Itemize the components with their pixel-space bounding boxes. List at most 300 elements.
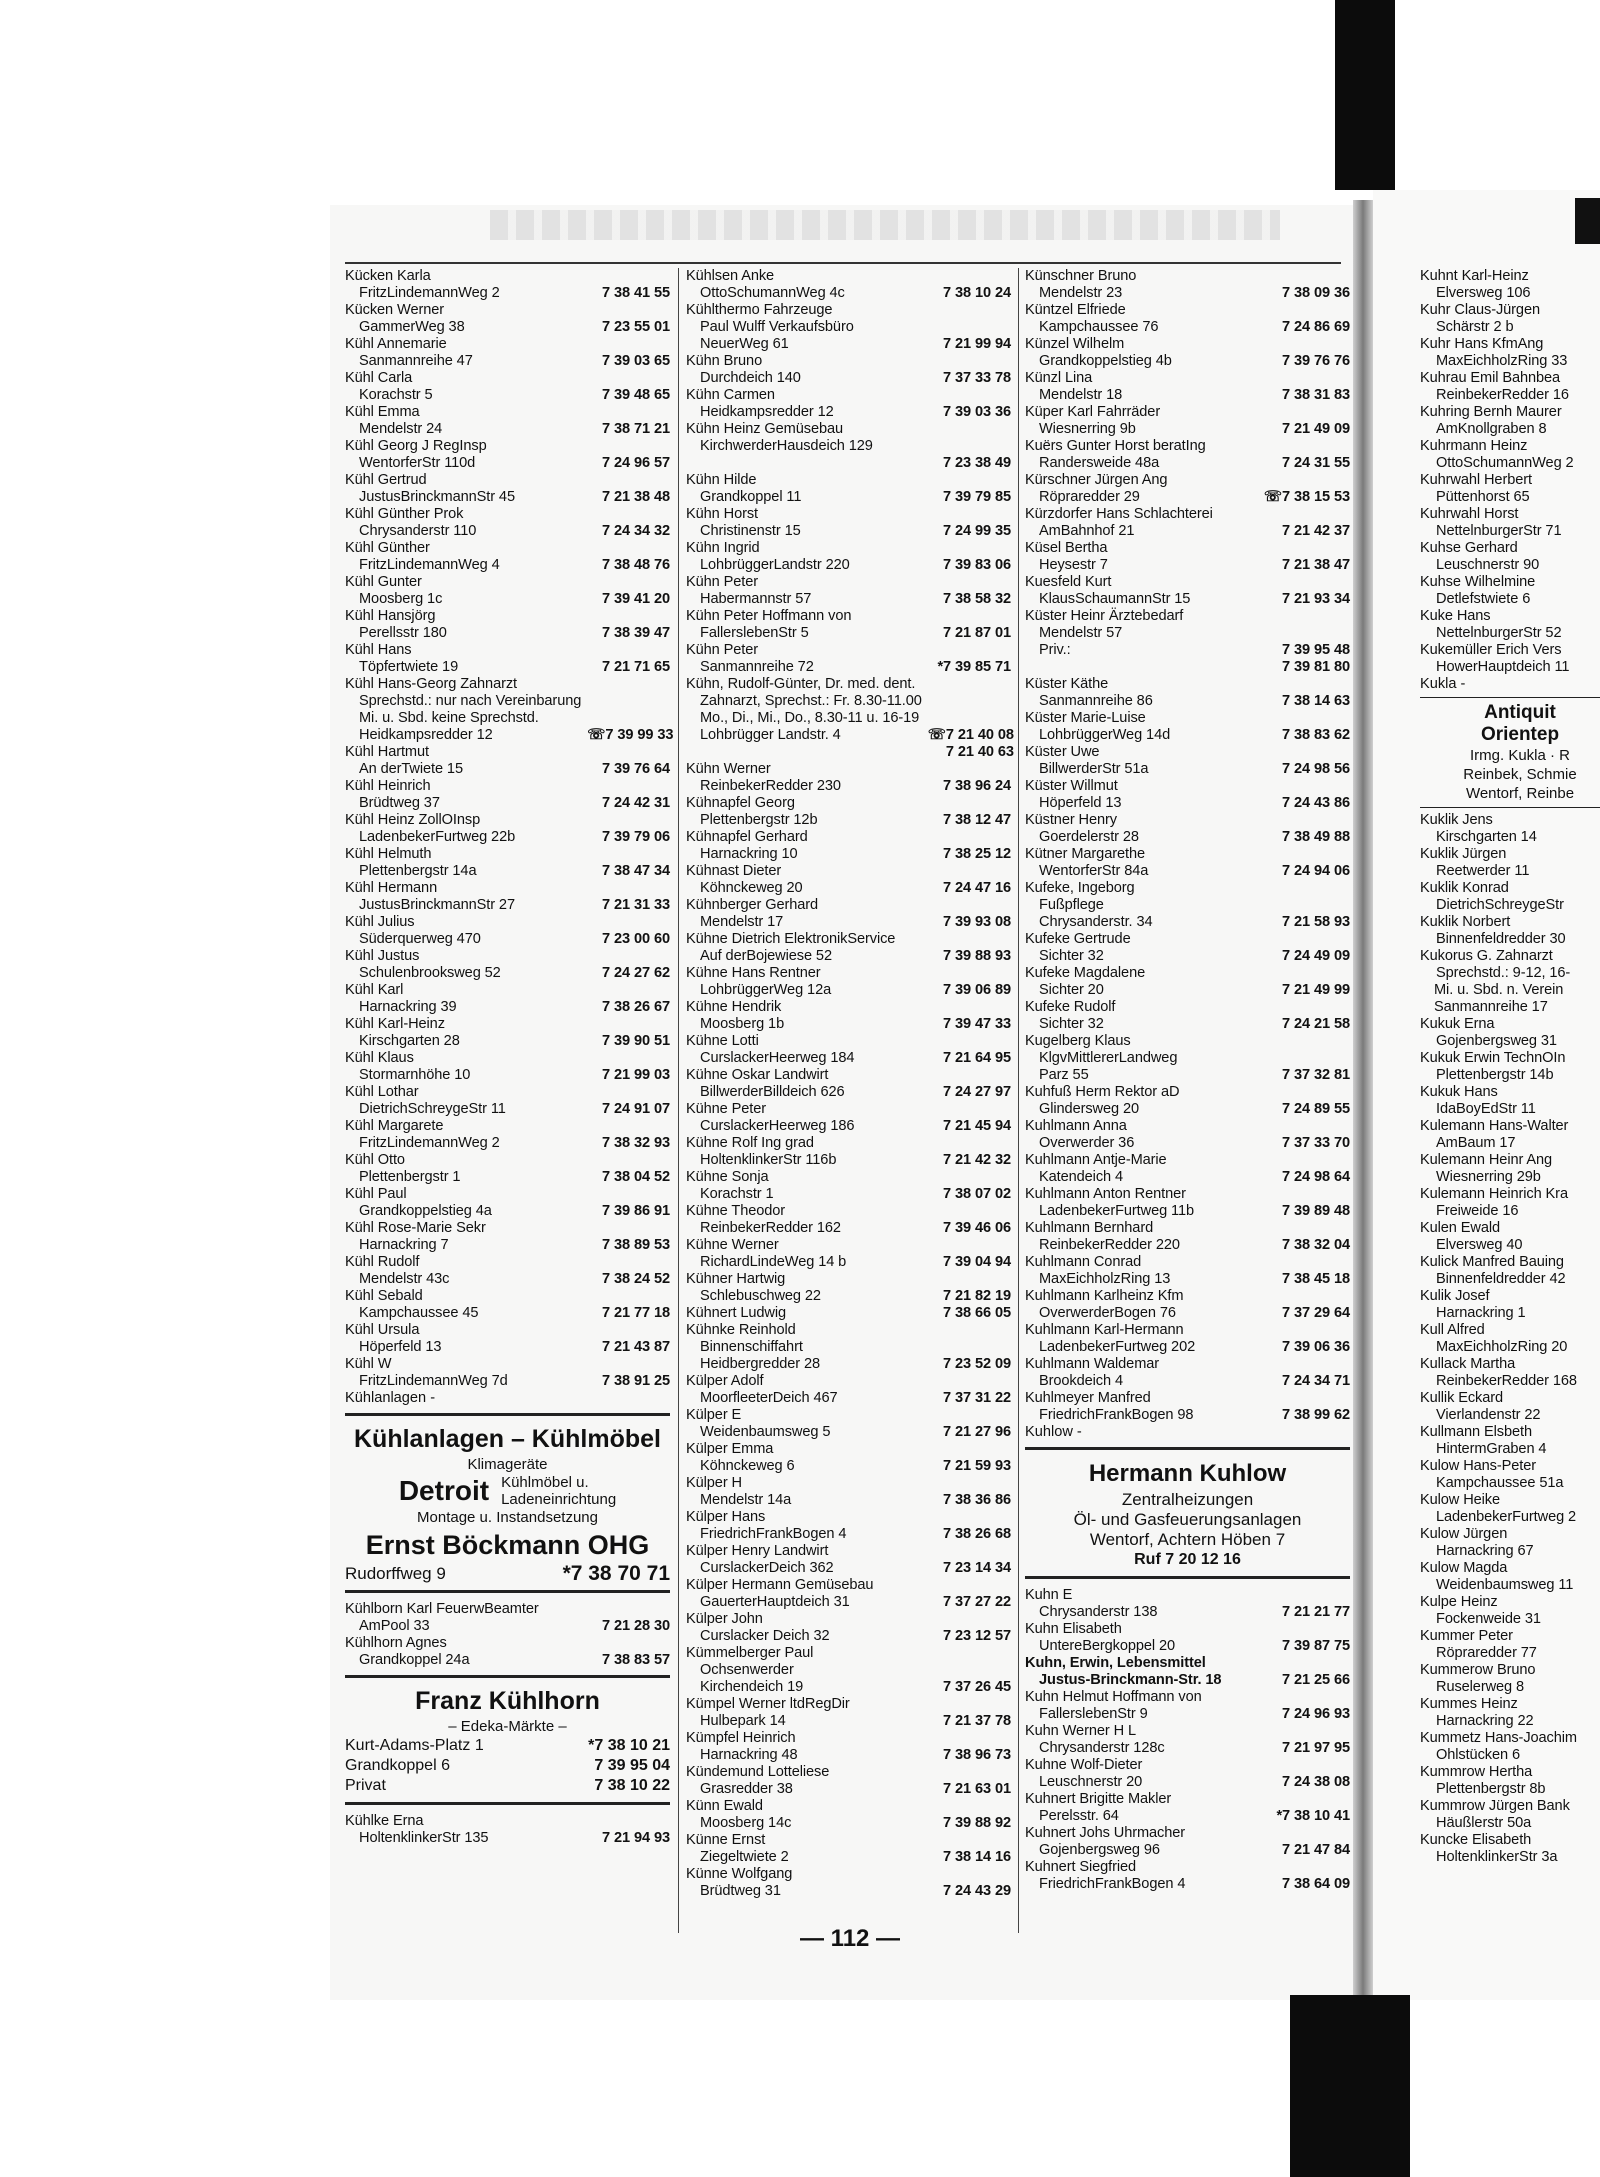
- listing-entry: [345, 1356, 670, 1390]
- listing-name: Kühnke Reinhold: [686, 1322, 796, 1338]
- directory-column-3: [1025, 268, 1350, 1893]
- advert-title: Kühlanlagen – Kühlmöbel: [354, 1425, 661, 1453]
- listing-detail: Sanmannreihe 17: [1434, 999, 1548, 1015]
- listing-name: Kukuk Erna: [1420, 1016, 1495, 1032]
- listing-address: LohbrüggerWeg 12a: [700, 982, 832, 998]
- listing-name: Kühne Dietrich ElektronikService: [686, 931, 896, 947]
- listing-entry: [686, 1611, 1011, 1645]
- listing-name: Kühl Ursula: [345, 1322, 420, 1338]
- listing-entry: [345, 1813, 670, 1847]
- advert-company: Ernst Böckmann OHG: [365, 1530, 650, 1560]
- listing-phone: 7 24 34 32: [602, 523, 670, 539]
- listing-name: Kuhlmann Karl-Hermann: [1025, 1322, 1184, 1338]
- listing-address: Harnackring 1: [1436, 1305, 1526, 1321]
- listing-address: ReinbekerRedder 230: [700, 778, 841, 794]
- listing-name: Kummrow Hertha: [1420, 1764, 1533, 1780]
- listing-entry: [1420, 1322, 1600, 1356]
- listing-name: Kuhlmann Antje-Marie: [1025, 1152, 1167, 1168]
- listing-address: Mendelstr 23: [1039, 285, 1123, 301]
- listing-address: Häußlerstr 50a: [1436, 1815, 1532, 1831]
- listing-address: Paul Wulff Verkaufsbüro: [700, 319, 854, 335]
- listing-address: MaxEichholzRing 13: [1039, 1271, 1171, 1287]
- listing-name: Kühl Annemarie: [345, 336, 447, 352]
- listing-name: Kühl Julius: [345, 914, 415, 930]
- listing-name: Küster Uwe: [1025, 744, 1100, 760]
- listing-address: KirchwerderHausdeich 129: [700, 438, 873, 454]
- listing-entry: [686, 472, 1011, 506]
- listing-address: Plettenbergstr 14a: [359, 863, 477, 879]
- listing-entry: [686, 302, 1011, 353]
- page-number: — 112 —: [800, 1925, 901, 1952]
- listing-address: Sanmannreihe 86: [1039, 693, 1153, 709]
- listing-detail: Mi. u. Sbd. n. Verein: [1434, 982, 1564, 998]
- listing-detail: Heidkampsredder 12: [359, 727, 493, 743]
- advert-line: Wentorf, Reinbe: [1465, 785, 1575, 802]
- listing-entry: [1025, 1621, 1350, 1655]
- listing-address: Höperfeld 13: [359, 1339, 442, 1355]
- listing-entry: [345, 744, 670, 778]
- listing-phone: 7 21 97 95: [1282, 1740, 1350, 1756]
- listing-phone: 7 38 66 05: [943, 1305, 1011, 1321]
- advert-brand: Detroit: [398, 1475, 490, 1506]
- listing-name: Külper Hermann Gemüsebau: [686, 1577, 874, 1593]
- listing-address: Binnenschiffahrt: [700, 1339, 803, 1355]
- listing-entry: [686, 1305, 1011, 1322]
- listing-name: Kuhlmann Anna: [1025, 1118, 1127, 1134]
- listing-name: Kühn Heinz Gemüsebau: [686, 421, 844, 437]
- advert-phone: *7 38 10 21: [588, 1737, 670, 1754]
- listing-name: Kühne Sonja: [686, 1169, 769, 1185]
- listing-entry: [1420, 574, 1600, 608]
- listing-address: Overwerder 36: [1039, 1135, 1135, 1151]
- listing-entry: [1025, 846, 1350, 880]
- listing-address: Mendelstr 17: [700, 914, 784, 930]
- listing-detail: NeuerWeg 61: [700, 336, 789, 352]
- listing-name: Kulemann Hans-Walter: [1420, 1118, 1569, 1134]
- listing-address: Korachstr 5: [359, 387, 433, 403]
- listing-name: Kühn Peter Hoffmann von: [686, 608, 852, 624]
- listing-phone: 7 23 55 01: [602, 319, 670, 335]
- listing-name: Kummes Heinz: [1420, 1696, 1518, 1712]
- listing-entry: [345, 336, 670, 370]
- listing-address: WentorferStr 84a: [1039, 863, 1149, 879]
- listing-address: JustusBrinckmannStr 45: [359, 489, 515, 505]
- listing-entry: [345, 268, 670, 302]
- listing-name: Kühn Carmen: [686, 387, 775, 403]
- ad-rule: [1420, 697, 1600, 698]
- advert-contact-line: [345, 1736, 670, 1756]
- listing-address: MoorfleeterDeich 467: [700, 1390, 838, 1406]
- listing-phone: 7 21 87 01: [943, 625, 1011, 641]
- listing-name: Kullmann Elsbeth: [1420, 1424, 1532, 1440]
- right-page-column: [1420, 268, 1600, 1866]
- listing-address: Süderquerweg 470: [359, 931, 481, 947]
- listing-entry: [1420, 1492, 1600, 1526]
- ad-rule: [345, 1675, 670, 1678]
- listing-entry: [686, 506, 1011, 540]
- listing-phone: 7 38 48 76: [602, 557, 670, 573]
- listing-phone: 7 24 91 07: [602, 1101, 670, 1117]
- listing-address: LohbrüggerWeg 14d: [1039, 727, 1171, 743]
- listing-phone: 7 24 99 35: [943, 523, 1011, 539]
- listing-address: Plettenbergstr 8b: [1436, 1781, 1546, 1797]
- listing-phone: 7 21 31 33: [602, 897, 670, 913]
- listing-address: HowerHauptdeich 11: [1436, 659, 1570, 675]
- listing-phone: *7 39 85 71: [937, 659, 1011, 675]
- listing-phone: 7 38 96 73: [943, 1747, 1011, 1763]
- listing-entry: [1025, 744, 1350, 778]
- listing-phone: 7 38 12 47: [943, 812, 1011, 828]
- section-trailer: Kukla -: [1420, 676, 1466, 692]
- listing-name: Kühnberger Gerhard: [686, 897, 819, 913]
- listing-phone: 7 38 24 52: [602, 1271, 670, 1287]
- advert-subtitle: Klimageräte: [467, 1456, 548, 1473]
- listing-entry: [1025, 1152, 1350, 1186]
- directory-column-2: [686, 268, 1014, 1900]
- listing-name: Kühlhorn Agnes: [345, 1635, 447, 1651]
- listing-name: Kuërs Gunter Horst beratIng: [1025, 438, 1206, 454]
- listing-entry: [345, 1152, 670, 1186]
- listing-address: FallerslebenStr 5: [700, 625, 809, 641]
- listing-phone: 7 24 49 09: [1282, 948, 1350, 964]
- listing-entry: [686, 795, 1011, 829]
- listing-phone: 7 39 04 94: [943, 1254, 1011, 1270]
- listing-address: DietrichSchreygeStr 11: [359, 1101, 506, 1117]
- listing-address: Heidkampsredder 12: [700, 404, 834, 420]
- listing-detail: Parz 55: [1039, 1067, 1089, 1083]
- listing-entry: [1420, 472, 1600, 506]
- advert-contact-line: [345, 1563, 670, 1584]
- advert-brand-desc-line: Ladeneinrichtung: [501, 1491, 617, 1508]
- advert-service-line: Montage u. Instandsetzung: [417, 1509, 598, 1526]
- listing-phone: 7 39 76 76: [1282, 353, 1350, 369]
- listing-name: Kühn Bruno: [686, 353, 763, 369]
- listing-name: Kummrow Jürgen Bank: [1420, 1798, 1570, 1814]
- listing-entry: [1420, 812, 1600, 846]
- listing-phone: 7 39 89 48: [1282, 1203, 1350, 1219]
- listing-name: Kühl Gertrud: [345, 472, 427, 488]
- listing-name: Kuhn Elisabeth: [1025, 1621, 1122, 1637]
- listing-phone: 7 38 45 18: [1282, 1271, 1350, 1287]
- listing-entry: [1025, 710, 1350, 744]
- advert-brand-row: [345, 1474, 670, 1508]
- advert-phone: Ruf 7 20 12 16: [1134, 1551, 1241, 1568]
- book-gutter: [1353, 200, 1373, 2000]
- listing-entry: [345, 1118, 670, 1152]
- listing-entry: [686, 965, 1011, 999]
- ad-rule: [1025, 1447, 1350, 1450]
- listing-name: Kühn Ingrid: [686, 540, 760, 556]
- listing-entry: [1025, 1186, 1350, 1220]
- listing-entry: [686, 1169, 1011, 1203]
- ad-rule: [1025, 1576, 1350, 1579]
- listing-address: KlausSchaumannStr 15: [1039, 591, 1191, 607]
- listing-phone-2: 7 39 81 80: [1282, 659, 1350, 675]
- listing-entry: [1025, 472, 1350, 506]
- listing-phone: 7 39 95 48: [1282, 642, 1350, 658]
- listing-address: MaxEichholzRing 33: [1436, 353, 1568, 369]
- listing-name: Kücken Karla: [345, 268, 431, 284]
- listing-entry: [1420, 1560, 1600, 1594]
- listing-entry: [1420, 1288, 1600, 1322]
- listing-entry: [1025, 812, 1350, 846]
- listing-address: HoltenklinkerStr 3a: [1436, 1849, 1558, 1865]
- listing-entry: [1420, 1764, 1600, 1798]
- listing-phone: 7 38 25 12: [943, 846, 1011, 862]
- listing-address: LadenbekerFurtweg 202: [1039, 1339, 1196, 1355]
- listing-address: Schärstr 2 b: [1436, 319, 1514, 335]
- listing-address: OttoSchumannWeg 2: [1436, 455, 1574, 471]
- advert-line: Öl- und Gasfeuerungsanlagen: [1073, 1510, 1302, 1529]
- listing-entry: [1420, 914, 1600, 948]
- listing-address: Elversweg 40: [1436, 1237, 1523, 1253]
- listing-name: Künzel Wilhelm: [1025, 336, 1125, 352]
- listing-address: Leuschnerstr 90: [1436, 557, 1540, 573]
- listing-name: Kühl Helmuth: [345, 846, 432, 862]
- listing-address: Moosberg 1c: [359, 591, 443, 607]
- listing-address: LohbrüggerLandstr 220: [700, 557, 850, 573]
- listing-phone: *7 38 10 41: [1276, 1808, 1350, 1824]
- listing-address: Grandkoppel 11: [700, 489, 802, 505]
- listing-detail: [686, 455, 937, 472]
- listing-name: Kulow Magda: [1420, 1560, 1508, 1576]
- listing-entry: [1025, 506, 1350, 540]
- listing-name: Kuhring Bernh Maurer: [1420, 404, 1562, 420]
- listing-entry: [686, 897, 1011, 931]
- listing-entry: [345, 1016, 670, 1050]
- listing-entry: [345, 880, 670, 914]
- listing-name: Kühnert Ludwig: [686, 1305, 787, 1321]
- listing-entry: [1420, 1798, 1600, 1832]
- listing-name: Künn Ewald: [686, 1798, 763, 1814]
- listing-name: Kuhr Hans KfmAng: [1420, 336, 1544, 352]
- listing-name: Kuhnert Brigitte Makler: [1025, 1791, 1172, 1807]
- listing-entry: [1025, 778, 1350, 812]
- listing-name: Kuhrmann Heinz: [1420, 438, 1528, 454]
- listing-entry: [1025, 1322, 1350, 1356]
- listing-name: Kulow Heike: [1420, 1492, 1501, 1508]
- listing-phone: 7 21 93 34: [1282, 591, 1350, 607]
- listing-phone: ☏7 38 15 53: [1263, 489, 1350, 505]
- listing-address: Chrysanderstr 138: [1039, 1604, 1158, 1620]
- listing-name: Küper Karl Fahrräder: [1025, 404, 1161, 420]
- listing-address: Brüdtweg 31: [700, 1883, 781, 1899]
- listing-entry: [1025, 931, 1350, 965]
- listing-phone: 7 23 12 57: [943, 1628, 1011, 1644]
- listing-phone: 7 39 88 92: [943, 1815, 1011, 1831]
- listing-entry: [345, 778, 670, 812]
- listing-name: Kuhlmann Waldemar: [1025, 1356, 1160, 1372]
- listing-phone: 7 37 33 70: [1282, 1135, 1350, 1151]
- listing-phone: 7 39 06 89: [943, 982, 1011, 998]
- listing-name: Kuhn Werner H L: [1025, 1723, 1136, 1739]
- listing-address: AmPool 33: [359, 1618, 430, 1634]
- advert-contact-line: [345, 1756, 670, 1776]
- listing-entry: [1025, 1791, 1350, 1825]
- listing-address: Sprechstd.: nur nach Vereinbarung: [359, 693, 582, 709]
- advert-subtitle: – Edeka-Märkte –: [448, 1718, 567, 1735]
- advert-phone: 7 39 95 04: [594, 1757, 670, 1774]
- listing-address: Perellsstr 180: [359, 625, 447, 641]
- listing-phone: 7 24 96 57: [602, 455, 670, 471]
- listing-entry: [686, 608, 1011, 642]
- listing-phone: 7 38 32 93: [602, 1135, 670, 1151]
- listing-address: Grasredder 38: [700, 1781, 793, 1797]
- listing-phone: 7 39 83 06: [943, 557, 1011, 573]
- listing-phone: 7 23 00 60: [602, 931, 670, 947]
- listing-entry: [1420, 540, 1600, 574]
- listing-name: Küster Heinr Ärztebedarf: [1025, 608, 1184, 624]
- listing-name: Kühl Klaus: [345, 1050, 414, 1066]
- listing-phone: 7 21 82 19: [943, 1288, 1011, 1304]
- listing-address: Ohlstücken 6: [1436, 1747, 1520, 1763]
- listing-address: OttoSchumannWeg 4c: [700, 285, 845, 301]
- listing-entry: [1420, 608, 1600, 642]
- listing-phone: 7 38 04 52: [602, 1169, 670, 1185]
- listing-entry: [345, 948, 670, 982]
- listing-phone: 7 39 79 06: [602, 829, 670, 845]
- listing-entry: [1025, 336, 1350, 370]
- listing-address: Röpraredder 29: [1039, 489, 1140, 505]
- ad-rule: [345, 1413, 670, 1416]
- listing-name: Kuhse Gerhard: [1420, 540, 1518, 556]
- listing-name: Künzl Lina: [1025, 370, 1093, 386]
- listing-address: Sichter 20: [1039, 982, 1104, 998]
- listing-address: Mendelstr 43c: [359, 1271, 450, 1287]
- directory-column-1: [345, 268, 674, 1847]
- listing-entry: [345, 438, 670, 472]
- listing-address: Korachstr 1: [700, 1186, 774, 1202]
- advert-line: Zentralheizungen: [1121, 1490, 1254, 1509]
- listing-address: AmBahnhof 21: [1039, 523, 1135, 539]
- listing-phone: 7 21 38 47: [1282, 557, 1350, 573]
- listing-entry: [1420, 1356, 1600, 1390]
- listing-phone: 7 38 64 09: [1282, 1876, 1350, 1892]
- listing-address: Glindersweg 20: [1039, 1101, 1140, 1117]
- advert-line: Irmg. Kukla · R: [1469, 747, 1571, 764]
- listing-phone: 7 24 89 55: [1282, 1101, 1350, 1117]
- listing-name: Kümmelberger Paul: [686, 1645, 814, 1661]
- listing-entry: [1025, 1033, 1350, 1084]
- listing-address: Plettenbergstr 14b: [1436, 1067, 1554, 1083]
- listing-phone: 7 39 87 75: [1282, 1638, 1350, 1654]
- listing-name: Kürschner Jürgen Ang: [1025, 472, 1168, 488]
- listing-name: Kühl Gunter: [345, 574, 422, 590]
- column-divider: [1018, 268, 1019, 1933]
- listing-name: Kummerow Bruno: [1420, 1662, 1536, 1678]
- listing-phone: 7 38 91 25: [602, 1373, 670, 1389]
- listing-entry: [1025, 965, 1350, 999]
- listing-address: Töpfertwiete 19: [359, 659, 459, 675]
- listing-name: Kullack Martha: [1420, 1356, 1516, 1372]
- listing-entry: [686, 1577, 1011, 1611]
- listing-name: Kufeke Gertrude: [1025, 931, 1131, 947]
- listing-name: Kuhnt Karl-Heinz: [1420, 268, 1529, 284]
- header-rule: [345, 262, 1341, 264]
- advert-phone: 7 38 10 22: [594, 1777, 670, 1794]
- listing-address: WentorferStr 110d: [359, 455, 476, 471]
- listing-name: Kühne Werner: [686, 1237, 779, 1253]
- listing-name: Kuhrau Emil Bahnbea: [1420, 370, 1561, 386]
- listing-phone: 7 39 93 08: [943, 914, 1011, 930]
- listing-entry: [686, 1798, 1011, 1832]
- listing-phone: 7 21 63 01: [943, 1781, 1011, 1797]
- listing-entry: [686, 1645, 1011, 1696]
- listing-phone: 7 21 94 93: [602, 1830, 670, 1846]
- listing-name: Kuncke Elisabeth: [1420, 1832, 1532, 1848]
- listing-address: FriedrichFrankBogen 4: [700, 1526, 847, 1542]
- listing-phone: 7 38 83 57: [602, 1652, 670, 1668]
- listing-name: Kühl Paul: [345, 1186, 407, 1202]
- right-page-header-letter: [1575, 198, 1600, 244]
- listing-entry: [686, 421, 1011, 472]
- listing-phone: 7 21 77 18: [602, 1305, 670, 1321]
- advert-title: Orientep: [1480, 724, 1560, 745]
- listing-phone: 7 21 43 87: [602, 1339, 670, 1355]
- listing-entry: [686, 1441, 1011, 1475]
- listing-address: Grandkoppel 24a: [359, 1652, 470, 1668]
- listing-name: Kuhrwahl Horst: [1420, 506, 1519, 522]
- listing-entry: [686, 1237, 1011, 1271]
- advert-kuehlanlagen: [345, 1424, 670, 1584]
- listing-phone: 7 21 25 66: [1282, 1672, 1350, 1688]
- listing-phone: 7 38 26 68: [943, 1526, 1011, 1542]
- listing-phone: 7 39 03 65: [602, 353, 670, 369]
- listing-entry: [1420, 1220, 1600, 1254]
- listing-entry: [1420, 948, 1600, 1016]
- listing-entry: [1420, 1254, 1600, 1288]
- listing-phone: 7 24 38 08: [1282, 1774, 1350, 1790]
- listing-phone: 7 39 03 36: [943, 404, 1011, 420]
- listing-phone: 7 23 52 09: [943, 1356, 1011, 1372]
- listing-name: Kuklik Konrad: [1420, 880, 1509, 896]
- advert-address: Grandkoppel 6: [345, 1757, 450, 1774]
- listing-address: Harnackring 67: [1436, 1543, 1534, 1559]
- listing-entry: [686, 642, 1011, 676]
- listing-phone: 7 39 46 06: [943, 1220, 1011, 1236]
- listing-name: Kuhrwahl Herbert: [1420, 472, 1532, 488]
- listing-phone: 7 38 36 86: [943, 1492, 1011, 1508]
- listing-phone: 7 38 96 24: [943, 778, 1011, 794]
- listing-name: Küntzel Elfriede: [1025, 302, 1126, 318]
- advert-phone: *7 38 70 71: [562, 1562, 670, 1585]
- listing-entry: [345, 1635, 670, 1669]
- listing-detail: Kirchendeich 19: [700, 1679, 804, 1695]
- listing-address: Detlefstwiete 6: [1436, 591, 1531, 607]
- listing-address: Wiesnerring 9b: [1039, 421, 1136, 437]
- listing-phone: 7 24 42 31: [602, 795, 670, 811]
- listing-address: Sichter 32: [1039, 1016, 1104, 1032]
- listing-address: FriedrichFrankBogen 4: [1039, 1876, 1186, 1892]
- listing-address: CurslackerHeerweg 184: [700, 1050, 855, 1066]
- listing-phone: 7 21 28 30: [602, 1618, 670, 1634]
- listing-entry: [1420, 1152, 1600, 1186]
- listing-phone-2: 7 21 40 63: [945, 744, 1014, 760]
- listing-name: Kugelberg Klaus: [1025, 1033, 1131, 1049]
- listing-phone: 7 38 71 21: [602, 421, 670, 437]
- listing-phone: 7 24 43 86: [1282, 795, 1350, 811]
- listing-phone: 7 38 07 02: [943, 1186, 1011, 1202]
- ad-rule: [1420, 807, 1600, 808]
- listing-phone: 7 39 86 91: [602, 1203, 670, 1219]
- listing-address: Weidenbaumsweg 11: [1436, 1577, 1574, 1593]
- listing-entry: [1420, 336, 1600, 370]
- listing-address: Mendelstr 57: [1039, 625, 1123, 641]
- listing-entry: [345, 302, 670, 336]
- listing-name: Kulen Ewald: [1420, 1220, 1501, 1236]
- listing-phone: 7 39 76 64: [602, 761, 670, 777]
- listing-name: Kühl Sebald: [345, 1288, 423, 1304]
